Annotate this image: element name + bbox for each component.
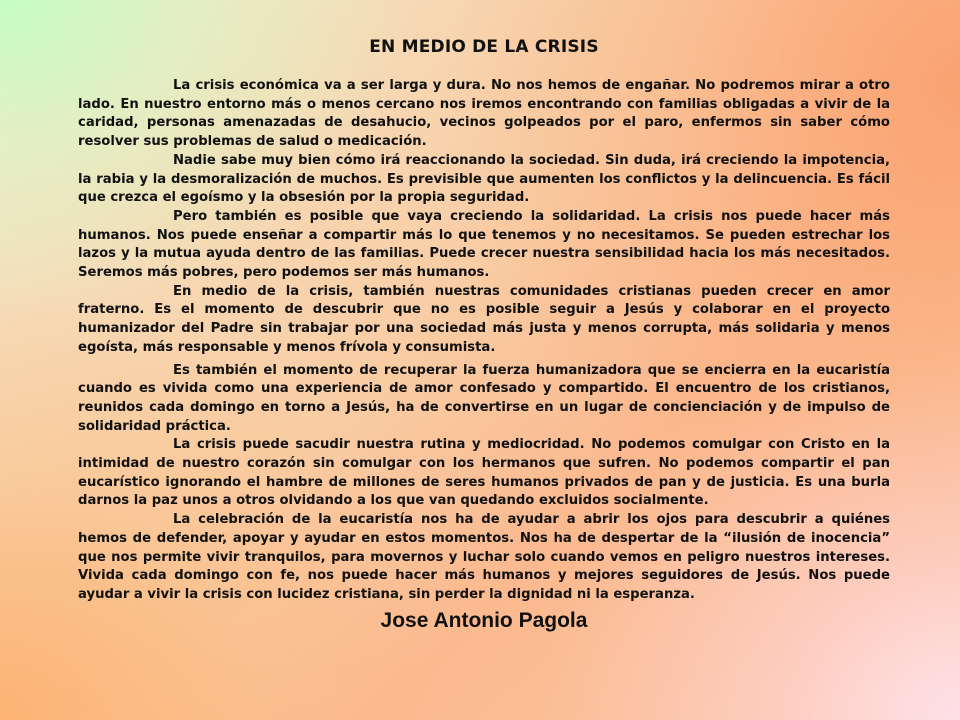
author-signature: Jose Antonio Pagola xyxy=(380,608,588,632)
paragraph-3: Pero también es posible que vaya creciendo la solidaridad. La crisis nos puede hacer más humanos. Nos puede enseñar a compartir más lo que tenemos y no necesitamos. Se pueden estrechar los lazos y la mutua ayuda dentro de las familias. Puede crecer nuestra sensibilidad hacia los más necesitados. Seremos más pobres, pero podemos ser más humanos. xyxy=(78,208,890,281)
paragraph-4: En medio de la crisis, también nuestras comunidades cristianas pueden crecer en amor fraterno. Es el momento de descubrir que no es posible seguir a Jesús y colaborar en el proyecto humanizador del Padre sin trabajar por una sociedad más justa y menos corrupta, más solidaria y menos egoísta, más responsable y menos frívola y consumista. xyxy=(78,283,890,355)
paragraph-5: Es también el momento de recuperar la fuerza humanizadora que se encierra en la eucaristía cuando es vivida como una experiencia de amor confesado y compartido. El encuentro de los cristianos, reunidos cada domingo en torno a Jesús, ha de convertirse en un lugar de concienciación y de impulso de solidaridad práctica. xyxy=(78,362,890,434)
paragraph-7: La celebración de la eucaristía nos ha de ayudar a abrir los ojos para descubrir a quiénes hemos de defender, apoyar y ayudar en estos momentos. Nos ha de despertar de la “ilusión de inocencia” que nos permite vivir tranquilos, para movernos y luchar solo cuando vemos en peligro nuestros intereses. Vivida cada domingo con fe, nos puede hacer más humanos y mejores seguidores de Jesús. Nos puede ayudar a vivir la crisis con lucidez cristiana, sin perder la dignidad ni la esperanza. xyxy=(78,512,890,602)
paragraph-1: La crisis económica va a ser larga y dura. No nos hemos de engañar. No podremos mirar a otro lado. En nuestro entorno más o menos cercano nos iremos encontrando con familias obligadas a vivir de la caridad, personas amenazadas de desahucio, vecinos golpeados por el paro, enfermos sin saber cómo resolver sus problemas de salud o medicación. xyxy=(78,78,890,150)
paragraph-2: Nadie sabe muy bien cómo irá reaccionando la sociedad. Sin duda, irá creciendo la impotencia, la rabia y la desmoralización de muchos. Es previsible que aumenten los conflictos y la delincuencia. Es fácil que crezca el egoísmo y la obsesión por la propia seguridad. xyxy=(78,152,890,206)
document-page xyxy=(78,34,890,635)
paragraph-6: La crisis puede sacudir nuestra rutina y mediocridad. No podemos comulgar con Cristo en la intimidad de nuestro corazón sin comulgar con los hermanos que sufren. No podemos compartir el pan eucarístico ignorando el hambre de millones de seres humanos privados de pan y de justicia. Es una burla darnos la paz unos a otros olvidando a los que van quedando excluidos socialmente. xyxy=(78,437,890,509)
page-title: EN MEDIO DE LA CRISIS xyxy=(369,37,599,57)
